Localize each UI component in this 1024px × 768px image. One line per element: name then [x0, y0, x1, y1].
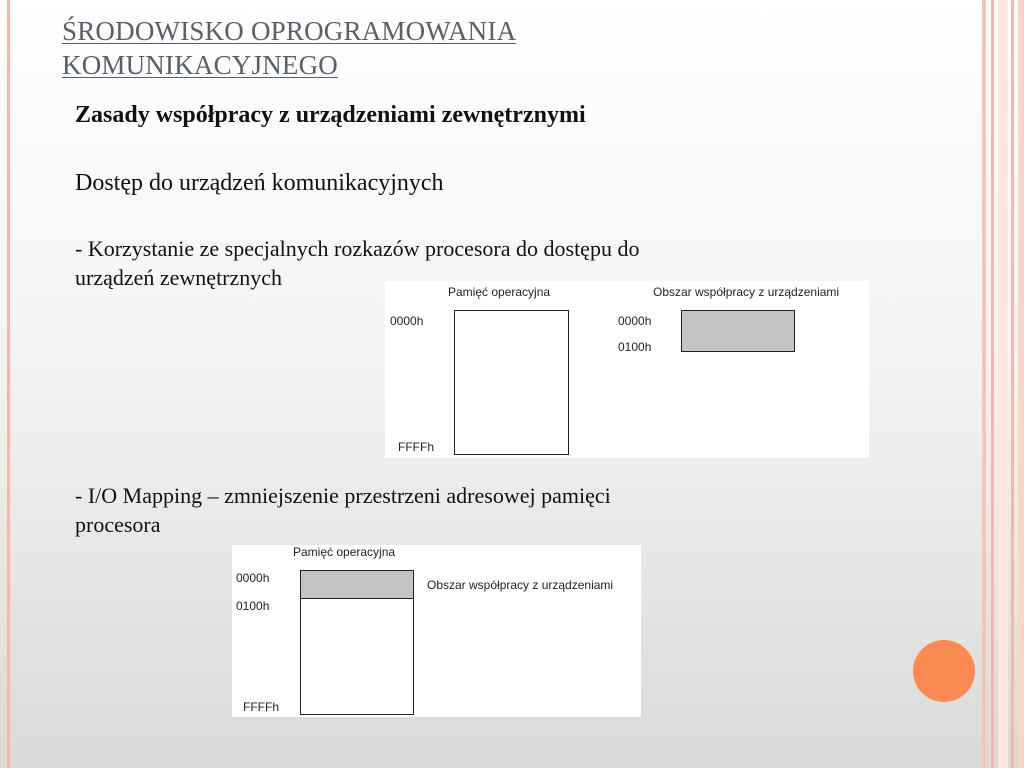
io-addr-start: 0000h	[618, 314, 652, 328]
bullet-io-mapping	[75, 481, 611, 539]
diagram-separate-io-space	[385, 281, 869, 458]
right-border-band	[998, 0, 1008, 768]
memory-addr-end: FFFFh	[243, 700, 279, 714]
diagram-memory-mapped-io	[232, 545, 641, 717]
memory-addr-end: FFFFh	[398, 440, 434, 454]
bullet1-line1: - Korzystanie ze specjalnych rozkazów procesora do dostępu do	[75, 236, 640, 261]
memory-block	[454, 310, 569, 455]
bullet2-line2: procesora	[75, 512, 161, 537]
io-area-label: Obszar współpracy z urządzeniami	[427, 578, 614, 592]
bullet1-line2: urządzeń zewnętrznych	[75, 265, 283, 290]
memory-addr-mid: 0100h	[236, 599, 270, 613]
io-area-block	[300, 570, 414, 599]
right-border-stripe-1	[982, 0, 986, 768]
right-border-stripe-3	[1011, 0, 1014, 768]
memory-label: Pamięć operacyjna	[293, 545, 396, 559]
memory-addr-start: 0000h	[236, 571, 270, 585]
bullet2-line1: - I/O Mapping – zmniejszenie przestrzeni adresowej pamięci	[75, 483, 611, 508]
left-border-stripe	[7, 0, 10, 768]
slide-subtitle: Zasady współpracy z urządzeniami zewnętrznymi	[75, 102, 586, 128]
right-border-stripe-4	[1018, 0, 1024, 768]
io-area-block	[681, 310, 795, 352]
io-area-label: Obszar współpracy z urządzeniami	[653, 285, 840, 299]
memory-addr-start: 0000h	[390, 314, 424, 328]
right-border-stripe-2	[991, 0, 994, 768]
memory-label: Pamięć operacyjna	[448, 285, 551, 299]
section-heading: Dostęp do urządzeń komunikacyjnych	[75, 170, 444, 196]
slide-title	[62, 14, 516, 82]
slide-title-line1: ŚRODOWISKO OPROGRAMOWANIA	[62, 16, 517, 46]
slide-title-line2: KOMUNIKACYJNEGO	[62, 50, 338, 80]
io-addr-end: 0100h	[618, 340, 652, 354]
decorative-orange-circle	[913, 640, 975, 702]
